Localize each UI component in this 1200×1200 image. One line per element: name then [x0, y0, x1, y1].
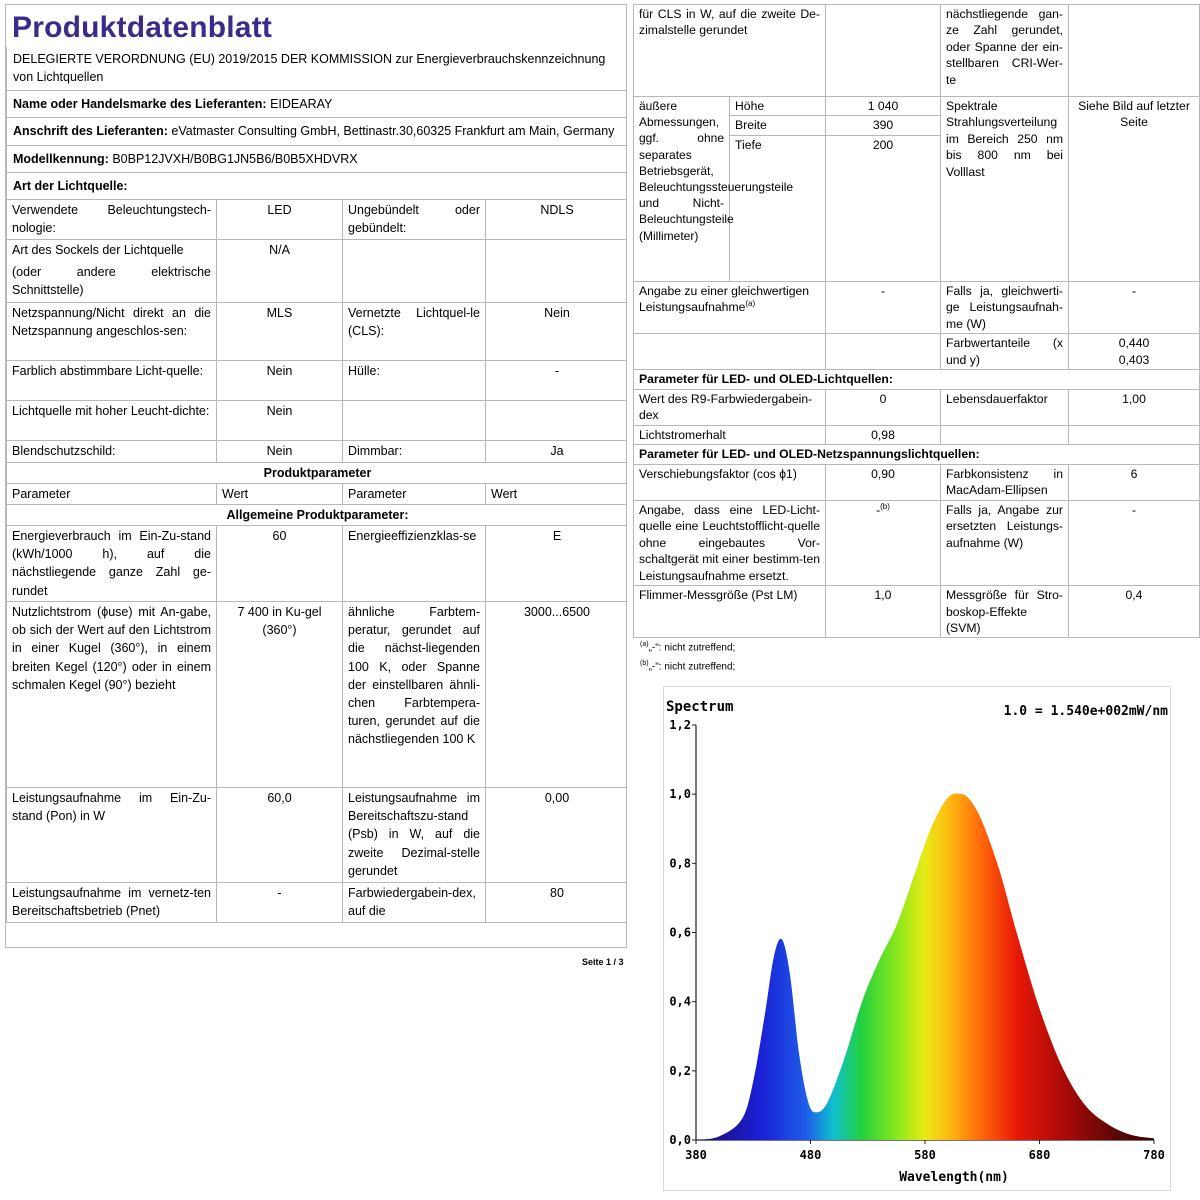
value-cell: - — [1069, 500, 1200, 585]
socket-label: Art des Sockels der Lichtquelle — [12, 242, 184, 257]
param-cell: Lichtstromerhalt — [634, 425, 826, 444]
footnote-a-text: „-": nicht zutreffend; — [648, 642, 736, 654]
column-header: Parameter — [343, 483, 486, 504]
footnote-a: $^{(a)}$„-": nicht zutreffend; — [640, 641, 736, 654]
param-cell: nächstliegende gan-ze Zahl gerundet, oder Spanne der ein-stellbaren CRI-Wer-te — [941, 5, 1069, 97]
value-cell — [826, 5, 941, 97]
param-cell: Dimmbar: — [343, 440, 486, 462]
document-title: Produktdatenblatt — [12, 11, 273, 44]
chart-title: Spectrum — [666, 699, 734, 715]
column-header: Wert — [486, 483, 628, 504]
left-table — [6, 47, 627, 923]
param-cell: Blendschutzschild: — [7, 440, 217, 462]
led-params-heading: Parameter für LED- und OLED-Lichtquellen: — [634, 370, 1200, 389]
general-params-heading: Allgemeine Produktparameter: — [7, 505, 628, 526]
spectral-label: Spektrale Strahlungsverteilung im Bereich 250 nm bis 800 nm bei Volllast — [941, 97, 1069, 282]
chroma-y: 0,403 — [1118, 352, 1150, 367]
value-cell: E — [486, 526, 628, 602]
y-tick-label: 0,6 — [669, 925, 691, 940]
value-cell — [486, 400, 628, 440]
value-cell: - — [486, 360, 628, 400]
param-cell: Falls ja, gleichwerti-ge Leistungsaufnah-me (W) — [941, 281, 1069, 333]
param-cell: Angabe, dass eine LED-Licht-quelle eine Leuchtstofflicht-quelle ohne eingebautes Vor-schaltgerät mit einer bestimm-ten Leistungsaufnahme ersetzt. — [634, 500, 826, 585]
y-tick-label: 0,2 — [669, 1063, 691, 1078]
chromaticity-label: Farbwertanteile (x und y) — [941, 334, 1069, 370]
value-cell: NDLS — [486, 199, 628, 239]
param-cell: Falls ja, Angabe zur ersetzten Leistungs-aufnahme (W) — [941, 500, 1069, 585]
table-row — [7, 602, 628, 788]
supplier-row — [7, 91, 628, 118]
param-cell: Verschiebungsfaktor (cos ϕ1) — [634, 464, 826, 500]
y-tick-label: 1,2 — [669, 718, 691, 732]
x-axis-label: Wavelength(nm) — [899, 1170, 1009, 1185]
value-cell — [1069, 5, 1200, 97]
table-row — [7, 526, 628, 602]
value-cell: - — [217, 883, 343, 923]
address-label: Anschrift des Lieferanten: — [13, 124, 168, 139]
model-row — [7, 145, 628, 172]
chroma-x: 0,440 — [1118, 336, 1150, 351]
value-cell: 0,90 — [826, 464, 941, 500]
param-cell: Energieverbrauch im Ein-Zu-stand (kWh/1000 h), auf die nächstliegende ganze Zahl ge-rundet — [7, 526, 217, 602]
address-value: eVatmaster Consulting GmbH, Bettinastr.30,60325 Frankfurt am Main, Germany — [171, 124, 615, 139]
param-cell: Wert des R9-Farbwiedergabein-dex — [634, 389, 826, 425]
table-row — [634, 425, 1200, 444]
y-tick-label: 0,0 — [669, 1133, 691, 1147]
model-value: B0BP12JVXH/B0BG1JN5B6/B0B5XHDVRX — [112, 151, 358, 166]
table-row — [634, 500, 1200, 585]
footnote-mark: (b) — [880, 501, 890, 511]
param-cell: Verwendete Beleuchtungstech-nologie: — [7, 199, 217, 239]
param-cell: Flimmer-Messgröße (Pst LM) — [634, 586, 826, 638]
param-cell: Vernetzte Lichtquel-le (CLS): — [343, 302, 486, 360]
table-row — [7, 199, 628, 239]
value-cell: 3000...6500 — [486, 602, 628, 788]
table-row — [634, 389, 1200, 425]
chromaticity-value — [1069, 334, 1200, 370]
table-row — [634, 5, 1200, 97]
replace-value: - — [876, 502, 881, 517]
y-tick-label: 1,0 — [669, 787, 691, 802]
param-cell: Energieeffizienzklas-se — [343, 526, 486, 602]
value-cell: LED — [217, 199, 343, 239]
param-cell: Lichtquelle mit hoher Leucht-dichte: — [7, 400, 217, 440]
table-row — [7, 440, 628, 462]
value-cell: Nein — [217, 400, 343, 440]
column-header: Wert — [217, 483, 343, 504]
value-cell: 7 400 in Ku-gel (360°) — [217, 602, 343, 788]
width-value: 390 — [826, 116, 941, 135]
param-cell: Farbkonsistenz in MacAdam-Ellipsen — [941, 464, 1069, 500]
depth-label: Tiefe — [730, 135, 826, 281]
table-row — [634, 586, 1200, 638]
param-cell — [343, 239, 486, 302]
page-number: Seite 1 / 3 — [582, 957, 624, 967]
value-cell: N/A — [217, 239, 343, 302]
spectral-value: Siehe Bild auf letzter Seite — [1069, 97, 1200, 282]
spectrum-plot — [664, 687, 1171, 1191]
x-tick-label: 780 — [1143, 1148, 1165, 1162]
value-cell: Ja — [486, 440, 628, 462]
table-row — [634, 464, 1200, 500]
value-cell — [1069, 425, 1200, 444]
table-row — [634, 334, 1200, 370]
table-row — [634, 97, 1200, 116]
y-tick-label: 0,8 — [669, 856, 691, 871]
param-cell — [634, 334, 826, 370]
value-cell: 0,4 — [1069, 586, 1200, 638]
param-cell — [7, 239, 217, 302]
value-cell: 1,00 — [1069, 389, 1200, 425]
value-cell: 0,98 — [826, 425, 941, 444]
param-cell: Messgröße für Stro-boskop-Effekte (SVM) — [941, 586, 1069, 638]
value-cell: - — [1069, 281, 1200, 333]
param-cell: Leistungsaufnahme im Ein-Zu-stand (Pon) in W — [7, 788, 217, 883]
table-row — [7, 400, 628, 440]
x-tick-label: 380 — [685, 1148, 707, 1162]
column-header: Parameter — [7, 483, 217, 504]
supplier-value: EIDEARAY — [270, 97, 333, 112]
x-tick-label: 480 — [799, 1148, 822, 1162]
address-row — [7, 118, 628, 145]
value-cell: 60 — [217, 526, 343, 602]
table-row — [7, 239, 628, 302]
param-cell — [941, 425, 1069, 444]
value-cell: Nein — [486, 302, 628, 360]
value-cell: - — [826, 281, 941, 333]
param-cell: Leistungsaufnahme im vernetz-ten Bereitschaftsbetrieb (Pnet) — [7, 883, 217, 923]
chart-annotation: 1.0 = 1.540e+002mW/nm — [1003, 704, 1168, 719]
table-row — [634, 281, 1200, 333]
footnote-mark: (a) — [745, 299, 756, 309]
value-cell: Nein — [217, 360, 343, 400]
regulation-text: DELEGIERTE VERORDNUNG (EU) 2019/2015 DER KOMMISSION zur Energieverbrauchskennzeichnung von Lichtquellen — [7, 47, 628, 91]
param-cell: Netzspannung/Nicht direkt an die Netzspannung angeschlos-sen: — [7, 302, 217, 360]
value-cell — [826, 500, 941, 585]
param-cell: Leistungsaufnahme im Bereitschaftszu-stand (Psb) in W, auf die zweite Dezimal-stelle gerundet — [343, 788, 486, 883]
value-cell: 1,0 — [826, 586, 941, 638]
socket-label-extra: (oder andere elektrische Schnittstelle) — [12, 264, 211, 297]
y-tick-label: 0,4 — [669, 994, 691, 1009]
mains-params-heading: Parameter für LED- und OLED-Netzspannungslichtquellen: — [634, 445, 1200, 464]
value-cell: Nein — [217, 440, 343, 462]
value-cell: 0 — [826, 389, 941, 425]
height-label: Höhe — [730, 97, 826, 116]
footnote-b: $^{(b)}$„-": nicht zutreffend; — [640, 660, 736, 673]
param-cell — [634, 281, 826, 333]
param-cell: Hülle: — [343, 360, 486, 400]
value-cell — [486, 239, 628, 302]
dimensions-label: äußere Abmessungen, ggf. ohne separates Betriebsgerät, Beleuchtungssteuerungsteile und Nicht-Beleuchtungsteile (Millimeter) — [634, 97, 730, 282]
footnote-b-text: „-": nicht zutreffend; — [648, 661, 736, 673]
equiv-label: Angabe zu einer gleichwertigen Leistungsaufnahme — [639, 283, 810, 315]
supplier-label: Name oder Handelsmarke des Lieferanten: — [13, 97, 267, 112]
table-row — [7, 302, 628, 360]
param-cell: Ungebündelt oder gebündelt: — [343, 199, 486, 239]
param-cell — [343, 400, 486, 440]
spectrum-area — [696, 793, 1154, 1140]
param-cell: Nutzlichtstrom (ϕuse) mit An-gabe, ob sich der Wert auf den Lichtstrom in einer Kugel (360°), in einem breiten Kegel (120°) oder in einem schmalen Kegel (90°) bezieht — [7, 602, 217, 788]
value-cell: 0,00 — [486, 788, 628, 883]
height-value: 1 040 — [826, 97, 941, 116]
model-label: Modellkennung: — [13, 151, 109, 166]
value-cell: MLS — [217, 302, 343, 360]
table-row — [7, 360, 628, 400]
width-label: Breite — [730, 116, 826, 135]
value-cell — [826, 334, 941, 370]
value-cell: 6 — [1069, 464, 1200, 500]
depth-value: 200 — [826, 135, 941, 281]
right-table — [633, 4, 1200, 638]
param-cell: Farblich abstimmbare Licht-quelle: — [7, 360, 217, 400]
table-row — [7, 883, 628, 923]
value-cell: 60,0 — [217, 788, 343, 883]
table-row — [7, 788, 628, 883]
column-header-row — [7, 483, 628, 504]
product-params-heading: Produktparameter — [7, 462, 628, 483]
value-cell: 80 — [486, 883, 628, 923]
param-cell: Lebensdauerfaktor — [941, 389, 1069, 425]
x-tick-label: 580 — [914, 1148, 936, 1162]
param-cell: ähnliche Farbtem-peratur, gerundet auf die nächst-liegenden 100 K, oder Spanne der einstellbaren ähnli-chen Farbtempera-turen, gerundet auf die nächstliegenden 100 K — [343, 602, 486, 788]
light-type-heading: Art der Lichtquelle: — [7, 172, 628, 199]
param-cell: Farbwiedergabein-dex, auf die — [343, 883, 486, 923]
param-cell: für CLS in W, auf die zweite De-zimalstelle gerundet — [634, 5, 826, 97]
spectrum-chart — [663, 686, 1171, 1191]
left-datasheet-page — [5, 4, 627, 948]
x-tick-label: 680 — [1028, 1148, 1051, 1162]
